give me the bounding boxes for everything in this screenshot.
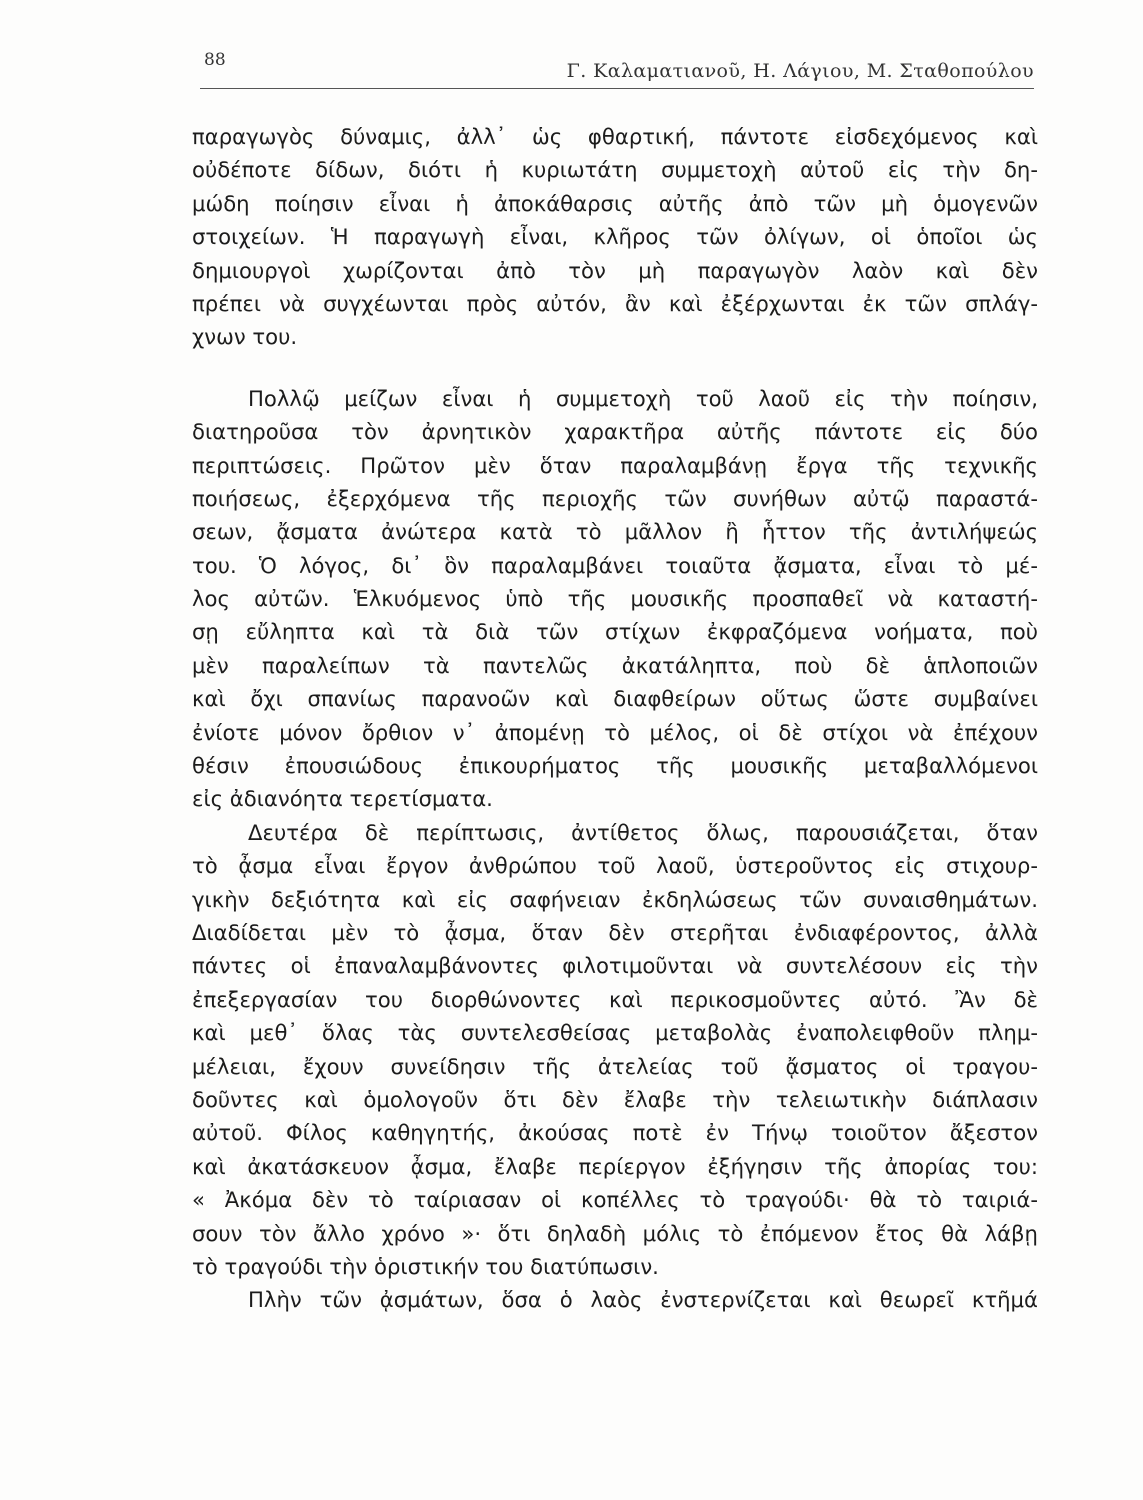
paragraph-3: [192, 816, 1038, 1283]
text-line: του. Ὁ λόγος, δι᾽ ὃν παραλαμβάνει τοιαῦτα ᾄσματα, εἶναι τὸ μέ-: [192, 552, 1038, 578]
text-line: χνων του.: [192, 324, 298, 350]
text-line: εἰς ἀδιανόητα τερετίσματα.: [192, 786, 493, 812]
text-line: λος αὐτῶν. Ἑλκυόμενος ὑπὸ τῆς μουσικῆς προσπαθεῖ νὰ καταστή-: [192, 586, 1038, 612]
text-line: καὶ ὄχι σπανίως παρανοῶν καὶ διαφθείρων οὕτως ὥστε συμβαίνει: [192, 686, 1038, 712]
text-line: ποιήσεως, ἐξερχόμενα τῆς περιοχῆς τῶν συνήθων αὐτῷ παραστά-: [192, 485, 1038, 511]
text-line: Δευτέρα δὲ περίπτωσις, ἀντίθετος ὅλως, παρουσιάζεται, ὅταν: [248, 819, 1038, 845]
text-line: Πλὴν τῶν ᾀσμάτων, ὅσα ὁ λαὸς ἐνστερνίζεται καὶ θεωρεῖ κτῆμά: [248, 1287, 1038, 1313]
text-line: παραγωγὸς δύναμις, ἀλλ᾽ ὡς φθαρτική, πάντοτε εἰσδεχόμενος καὶ: [192, 124, 1038, 149]
text-line: σεων, ᾄσματα ἀνώτερα κατὰ τὸ μᾶλλον ἢ ἧττον τῆς ἀντιλήψεώς: [192, 519, 1038, 545]
text-line: « Ἀκόμα δὲν τὸ ταίριασαν οἱ κοπέλλες τὸ τραγούδι· θὰ τὸ ταιριά-: [192, 1187, 1038, 1213]
text-line: καὶ μεθ᾽ ὅλας τὰς συντελεσθείσας μεταβολὰς ἐναπολειφθοῦν πλημ-: [192, 1020, 1038, 1046]
text-line: πρέπει νὰ συγχέωνται πρὸς αὐτόν, ἂν καὶ ἐξέρχωνται ἐκ τῶν σπλάγ-: [192, 290, 1038, 316]
text-line: μώδη ποίησιν εἶναι ἡ ἀποκάθαρσις αὐτῆς ἀπὸ τῶν μὴ ὁμογενῶν: [192, 190, 1038, 216]
page-header: [200, 48, 1034, 89]
text-line: σῃ εὔληπτα καὶ τὰ διὰ τῶν στίχων ἐκφραζόμενα νοήματα, ποὺ: [192, 619, 1038, 645]
text-line: μέλειαι, ἔχουν συνείδησιν τῆς ἀτελείας τοῦ ᾄσματος οἱ τραγου-: [192, 1053, 1038, 1079]
text-line: διατηροῦσα τὸν ἀρνητικὸν χαρακτῆρα αὐτῆς πάντοτε εἰς δύο: [192, 419, 1038, 445]
text-line: ἐνίοτε μόνον ὄρθιον ν᾽ ἀπομένῃ τὸ μέλος, οἱ δὲ στίχοι νὰ ἐπέχουν: [192, 719, 1038, 745]
text-line: θέσιν ἐπουσιώδους ἐπικουρήματος τῆς μουσικῆς μεταβαλλόμενοι: [192, 753, 1038, 779]
text-line: ἐπεξεργασίαν του διορθώνοντες καὶ περικοσμοῦντες αὐτό. Ἂν δὲ: [192, 986, 1038, 1012]
text-line: τὸ τραγούδι τὴν ὁριστικήν του διατύπωσιν.: [192, 1253, 659, 1279]
text-line: δοῦντες καὶ ὁμολογοῦν ὅτι δὲν ἔλαβε τὴν τελειωτικὴν διάπλασιν: [192, 1086, 1038, 1112]
text-line: πάντες οἱ ἐπαναλαμβάνοντες φιλοτιμοῦνται νὰ συντελέσουν εἰς τὴν: [192, 953, 1038, 979]
paragraph-gap: [192, 354, 1038, 382]
text-line: σουν τὸν ἄλλο χρόνο »· ὅτι δηλαδὴ μόλις τὸ ἐπόμενον ἔτος θὰ λάβῃ: [192, 1220, 1038, 1246]
text-line: Διαδίδεται μὲν τὸ ᾆσμα, ὅταν δὲν στερῆται ἐνδιαφέροντος, ἀλλὰ: [192, 919, 1038, 945]
paragraph-1: [192, 120, 1038, 354]
body-text: [192, 120, 1038, 1317]
text-line: γικὴν δεξιότητα καὶ εἰς σαφήνειαν ἐκδηλώσεως τῶν συναισθημάτων.: [192, 886, 1038, 912]
text-line: οὐδέποτε δίδων, διότι ἡ κυριωτάτη συμμετοχὴ αὐτοῦ εἰς τὴν δη-: [192, 157, 1038, 183]
paragraph-4: [192, 1283, 1038, 1316]
running-head-authors: Γ. Καλαματιανοῦ, Η. Λάγιου, Μ. Σταθοπούλου: [566, 60, 1034, 82]
text-line: Πολλῷ μείζων εἶναι ἡ συμμετοχὴ τοῦ λαοῦ εἰς τὴν ποίησιν,: [248, 385, 1038, 411]
page-number: 88: [204, 50, 226, 70]
paragraph-2: [192, 382, 1038, 816]
text-line: τὸ ᾆσμα εἶναι ἔργον ἀνθρώπου τοῦ λαοῦ, ὑστεροῦντος εἰς στιχουρ-: [192, 853, 1038, 879]
text-line: μὲν παραλείπων τὰ παντελῶς ἀκατάληπτα, ποὺ δὲ ἁπλοποιῶν: [192, 652, 1038, 678]
text-line: αὐτοῦ. Φίλος καθηγητής, ἀκούσας ποτὲ ἐν Τήνῳ τοιοῦτον ἄξεστον: [192, 1120, 1038, 1146]
text-line: καὶ ἀκατάσκευον ᾆσμα, ἔλαβε περίεργον ἐξήγησιν τῆς ἀπορίας του:: [192, 1153, 1038, 1179]
text-line: περιπτώσεις. Πρῶτον μὲν ὅταν παραλαμβάνῃ ἔργα τῆς τεχνικῆς: [192, 452, 1038, 478]
text-line: στοιχείων. Ἡ παραγωγὴ εἶναι, κλῆρος τῶν ὀλίγων, οἱ ὁποῖοι ὡς: [192, 224, 1038, 250]
text-line: δημιουργοὶ χωρίζονται ἀπὸ τὸν μὴ παραγωγὸν λαὸν καὶ δὲν: [192, 257, 1038, 283]
